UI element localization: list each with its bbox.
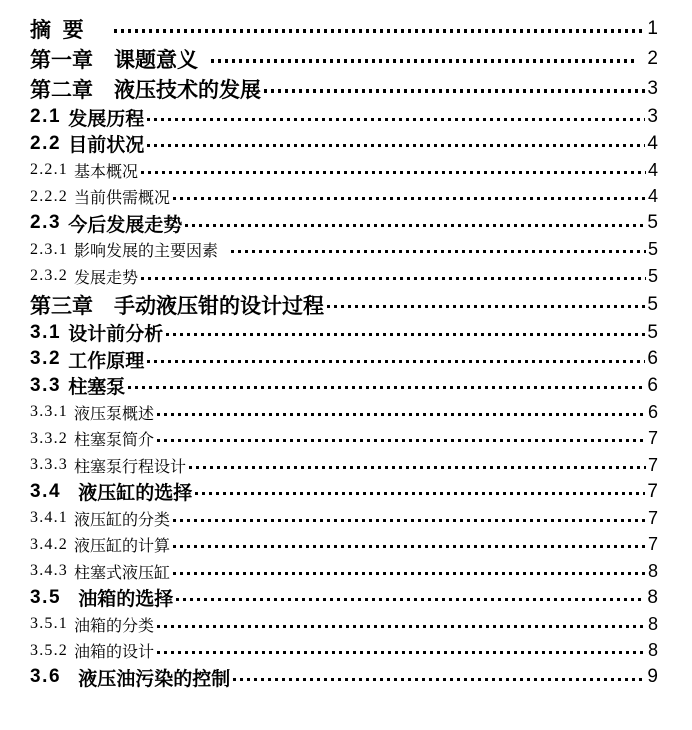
toc-entry <box>30 14 658 44</box>
toc-entry-title: 设计前分析 <box>68 324 164 346</box>
toc-entry <box>30 104 658 131</box>
toc-entry-page-number: 6 <box>647 374 658 396</box>
toc-entry <box>30 290 658 320</box>
toc-entry <box>30 320 658 347</box>
toc-entry-title: 发展走势 <box>74 269 139 287</box>
toc-entry <box>30 479 658 506</box>
dot-leader <box>211 59 635 63</box>
dot-leader <box>114 29 646 33</box>
toc-entry-title: 柱塞式液压缸 <box>74 564 171 582</box>
toc-entry-page-number: 6 <box>647 401 658 422</box>
toc-entry-number: 2.3.1 <box>30 240 68 258</box>
toc-entry <box>30 558 658 585</box>
toc-entry-number: 3.4.1 <box>30 509 68 527</box>
toc-entry-title: 手动液压钳的设计过程 <box>114 294 324 318</box>
toc-entry-page-number: 8 <box>647 613 658 634</box>
toc-entry <box>30 585 658 612</box>
toc-entry-page-number: 5 <box>647 265 658 286</box>
toc-entry-number: 3.3 <box>30 374 62 396</box>
dot-leader <box>147 360 645 363</box>
toc-entry <box>30 346 658 373</box>
dot-leader <box>327 305 645 309</box>
toc-entry-page-number: 5 <box>647 239 658 260</box>
toc-entry <box>30 131 658 158</box>
dot-leader <box>173 572 646 575</box>
toc-entry <box>30 611 658 638</box>
dot-leader <box>195 492 645 495</box>
dot-leader <box>173 545 646 548</box>
toc-entry-number: 3.1 <box>30 321 62 343</box>
toc-entry-page-number: 4 <box>647 186 658 207</box>
dot-leader <box>166 333 645 336</box>
toc-entry-title: 油箱的选择 <box>78 589 174 611</box>
toc-entry-title: 油箱的分类 <box>74 617 155 635</box>
dot-leader <box>173 197 646 200</box>
toc-entry-page-number: 7 <box>647 507 658 528</box>
toc-entry <box>30 399 658 426</box>
dot-leader <box>147 118 645 121</box>
toc-entry-number: 3.4.2 <box>30 535 68 553</box>
dot-leader <box>141 277 646 280</box>
toc-entry-title: 柱塞泵行程设计 <box>74 458 187 476</box>
toc-list <box>30 14 658 691</box>
toc-entry <box>30 74 658 104</box>
toc-entry-title: 影响发展的主要因素 <box>74 243 219 261</box>
toc-entry-number: 2.2.2 <box>30 187 68 205</box>
toc-entry-number: 2.1 <box>30 106 62 128</box>
toc-entry-title: 发展历程 <box>68 108 145 130</box>
toc-entry-page-number: 2 <box>647 48 658 69</box>
toc-entry-page-number: 6 <box>647 348 658 370</box>
toc-entry-number: 2.3.2 <box>30 267 68 285</box>
dot-leader <box>176 598 645 601</box>
toc-entry-title: 柱塞泵简介 <box>74 432 155 450</box>
dot-leader <box>233 678 645 681</box>
dot-leader <box>128 386 645 389</box>
toc-entry-number: 2.3 <box>30 212 62 234</box>
toc-entry-page-number: 4 <box>647 132 658 154</box>
toc-entry <box>30 184 658 211</box>
dot-leader <box>157 413 646 416</box>
toc-entry <box>30 505 658 532</box>
toc-entry <box>30 426 658 453</box>
toc-entry <box>30 373 658 400</box>
dot-leader <box>231 250 646 253</box>
toc-entry-number: 3.5 <box>30 586 62 608</box>
toc-entry-number: 2.2.1 <box>30 161 68 179</box>
toc-entry-page-number: 5 <box>647 293 658 315</box>
toc-entry <box>30 44 658 74</box>
toc-entry-title: 液压技术的发展 <box>114 79 261 102</box>
dot-leader <box>157 439 646 442</box>
toc-entry-page-number: 7 <box>647 480 658 502</box>
toc-entry <box>30 210 658 237</box>
toc-entry-number: 第三章 <box>30 294 93 318</box>
toc-entry-page-number: 7 <box>647 454 658 475</box>
toc-entry-page-number: 3 <box>647 106 658 128</box>
toc-entry-number: 3.6 <box>30 666 62 688</box>
toc-entry-title: 今后发展走势 <box>68 214 183 236</box>
toc-entry-page-number: 8 <box>647 640 658 661</box>
toc-entry-number: 第二章 <box>30 79 93 102</box>
toc-entry-number: 3.4.3 <box>30 562 68 580</box>
dot-leader <box>157 651 646 654</box>
toc-entry-number: 3.2 <box>30 348 62 370</box>
toc-entry-number: 3.5.2 <box>30 641 68 659</box>
toc-entry-page-number: 1 <box>647 18 658 39</box>
toc-entry <box>30 452 658 479</box>
dot-leader <box>157 625 646 628</box>
toc-entry-title: 课题意义 <box>114 49 198 72</box>
toc-entry-title: 液压油污染的控制 <box>78 668 231 690</box>
toc-entry-number: 2.2 <box>30 132 62 154</box>
toc-entry-page-number: 4 <box>647 159 658 180</box>
toc-entry-title: 目前状况 <box>68 135 145 157</box>
dot-leader <box>185 224 645 227</box>
dot-leader <box>141 171 646 174</box>
toc-entry-page-number: 7 <box>647 534 658 555</box>
toc-entry-page-number: 9 <box>647 666 658 688</box>
toc-entry-page-number: 5 <box>647 321 658 343</box>
toc-entry-title: 液压缸的计算 <box>74 538 171 556</box>
toc-entry-page-number: 7 <box>647 428 658 449</box>
dot-leader <box>264 89 645 93</box>
toc-entry-number: 3.5.1 <box>30 615 68 633</box>
toc-entry-page-number: 8 <box>647 560 658 581</box>
toc-entry-number: 3.3.3 <box>30 456 68 474</box>
toc-entry-title: 液压缸的选择 <box>78 483 193 505</box>
toc-entry-title: 液压缸的分类 <box>74 511 171 529</box>
toc-entry <box>30 237 658 264</box>
toc-entry-page-number: 8 <box>647 586 658 608</box>
toc-entry-number: 3.3.1 <box>30 403 68 421</box>
dot-leader <box>147 144 645 147</box>
toc-entry-title: 当前供需概况 <box>74 190 171 208</box>
toc-entry-page-number: 5 <box>647 212 658 234</box>
toc-entry-title: 液压泵概述 <box>74 405 155 423</box>
toc-entry <box>30 664 658 691</box>
toc-entry-title: 摘 要 <box>30 19 84 42</box>
toc-entry-title: 基本概况 <box>74 163 139 181</box>
toc-entry-title: 工作原理 <box>68 350 145 372</box>
toc-entry-title: 油箱的设计 <box>74 644 155 662</box>
toc-entry-number: 3.3.2 <box>30 429 68 447</box>
toc-entry-title: 柱塞泵 <box>68 377 126 399</box>
toc-entry <box>30 532 658 559</box>
dot-leader <box>189 466 646 469</box>
toc-entry <box>30 638 658 665</box>
toc-entry <box>30 263 658 290</box>
toc-entry-page-number: 3 <box>647 78 658 99</box>
toc-entry-number: 第一章 <box>30 49 93 72</box>
toc-entry-number: 3.4 <box>30 480 62 502</box>
dot-leader <box>173 519 646 522</box>
toc-entry <box>30 157 658 184</box>
